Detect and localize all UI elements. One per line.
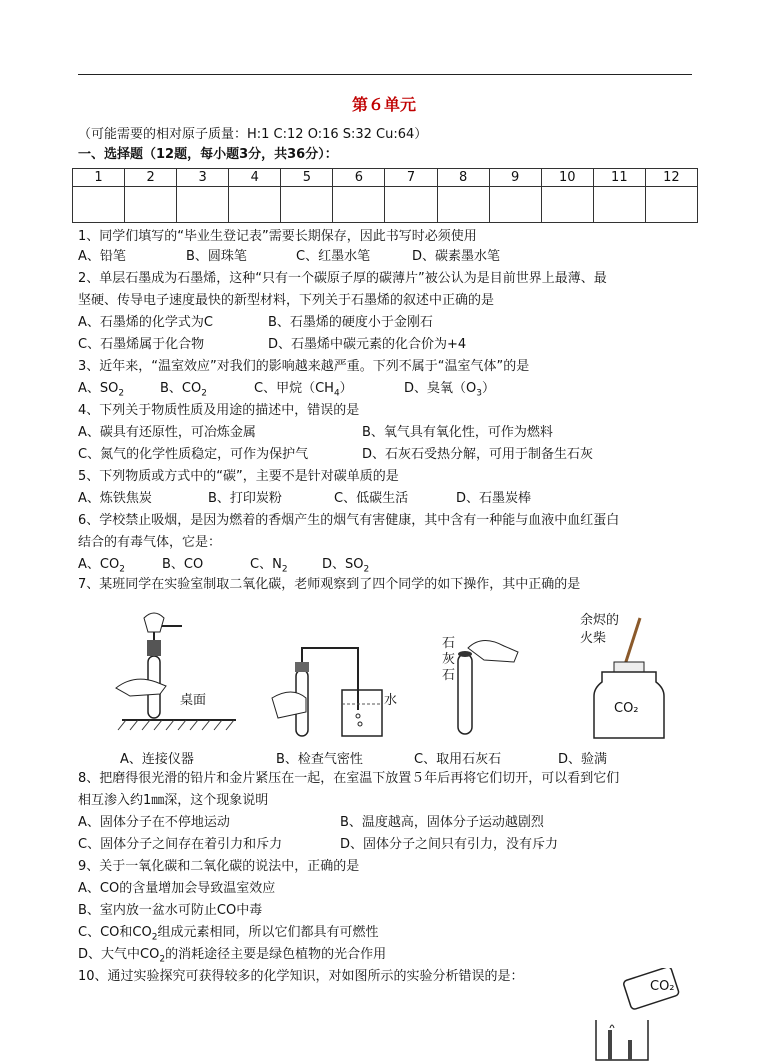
q2-option-c: C、石墨烯属于化合物 [78,337,205,352]
answer-number: 11 [593,169,645,187]
q9-option-d: D、大气中$CO_2$的消耗途径主要是绿色植物的光合作用 [78,947,387,965]
answer-cell[interactable] [125,187,177,223]
answer-number: 1 [73,169,125,187]
q6-option-a: A、$CO_2$ [78,557,125,575]
answer-number: 7 [385,169,437,187]
q3-option-c: C、甲烷$(CH_4)$ [254,381,353,399]
answer-cell[interactable] [333,187,385,223]
q1-option-b: B、圆珠笔 [186,249,247,264]
figure-q10-pouring-co2 [588,968,692,1062]
answer-cell[interactable] [593,187,645,223]
q3-option-d: D、臭氧$(O_3)$ [404,381,495,399]
figure-d-splint-label-1: 余烬的 [580,613,620,628]
figure-a-desk-label: 桌面 [180,693,207,708]
q1-option-d: D、碳素墨水笔 [412,249,501,264]
q4-stem: 4、下列关于物质性质及用途的描述中，错误的是 [78,403,360,418]
answer-cell[interactable] [489,187,541,223]
atomic-mass-note: （可能需要的相对原子质量：H:1 C:12 O:16 S:32 Cu:64） [78,127,428,142]
q8-option-c: C、固体分子之间存在着引力和斥力 [78,837,283,852]
answer-table-header-row [73,169,698,187]
q4-option-d: D、石灰石受热分解，可用于制备生石灰 [362,447,594,462]
q2-option-a: A、石墨烯的化学式为C [78,315,213,330]
q7-option-c: C、取用石灰石 [414,752,502,767]
q7-option-d: D、验满 [558,752,608,767]
q8-stem-line2: 相互渗入约1㎜深，这个现象说明 [78,793,269,808]
answer-table [72,168,698,223]
answer-cell[interactable] [541,187,593,223]
answer-cell[interactable] [73,187,125,223]
figure-b-water-label: 水 [384,693,398,708]
q6-stem-line1: 6、学校禁止吸烟，是因为燃着的香烟产生的烟气有害健康，其中含有一种能与血液中血红蛋白 [78,513,620,528]
q2-option-b: B、石墨烯的硬度小于金刚石 [268,315,433,330]
q4-option-b: B、氧气具有氧化性，可作为燃料 [362,425,553,440]
figure-b-airtightness-check [266,640,386,740]
figure-d-co2-label: CO₂ [614,701,639,716]
answer-cell[interactable] [437,187,489,223]
q9-option-c: C、CO和$CO_2$组成元素相同，所以它们都具有可燃性 [78,925,379,943]
answer-number: 8 [437,169,489,187]
q6-stem-line2: 结合的有毒气体，它是： [78,535,222,550]
answer-number: 6 [333,169,385,187]
q3-option-b: B、$CO_2$ [160,381,207,399]
figure-c-limestone-label: 石灰石 [442,636,456,683]
q8-option-b: B、温度越高，固体分子运动越剧烈 [340,815,544,830]
answer-table-blank-row [73,187,698,223]
answer-number: 9 [489,169,541,187]
q5-option-d: D、石墨炭棒 [456,491,532,506]
q9-stem: 9、关于一氧化碳和二氧化碳的说法中，正确的是 [78,859,360,874]
figure-d-splint-label-2: 火柴 [580,631,607,646]
q6-option-c: C、$N_2$ [250,557,288,575]
figure-a-connect-apparatus [110,604,240,740]
q1-option-a: A、铅笔 [78,249,126,264]
q9-option-b: B、室内放一盆水可防止CO中毒 [78,903,263,918]
q7-stem: 7、某班同学在实验室制取二氧化碳，老师观察到了四个同学的如下操作，其中正确的是 [78,577,581,592]
q1-stem: 1、同学们填写的“毕业生登记表”需要长期保存，因此书写时必须使用 [78,229,477,244]
answer-number: 4 [229,169,281,187]
q5-option-c: C、低碳生活 [334,491,409,506]
q3-stem: 3、近年来，“温室效应”对我们的影响越来越严重。下列不属于“温室气体”的是 [78,359,530,374]
q5-option-b: B、打印炭粉 [208,491,282,506]
figure-d-full-check [590,612,670,742]
answer-number: 12 [645,169,697,187]
answer-cell[interactable] [645,187,697,223]
answer-number: 2 [125,169,177,187]
answer-number: 10 [541,169,593,187]
q4-option-c: C、氮气的化学性质稳定，可作为保护气 [78,447,309,462]
figure-q10-co2-label: CO₂ [650,979,675,994]
q2-stem-line1: 2、单层石墨成为石墨烯，这种“只有一个碳原子厚的碳薄片”被公认为是目前世界上最薄、最 [78,271,607,286]
q6-option-b: B、CO [162,557,204,572]
q8-stem-line1: 8、把磨得很光滑的铅片和金片紧压在一起，在室温下放置５年后再将它们切开，可以看到它们 [78,771,620,786]
q1-option-c: C、红墨水笔 [296,249,371,264]
q8-option-a: A、固体分子在不停地运动 [78,815,230,830]
q3-option-a: A、$SO_2$ [78,381,125,399]
answer-cell[interactable] [281,187,333,223]
answer-cell[interactable] [229,187,281,223]
q7-option-a: A、连接仪器 [120,752,194,767]
q2-stem-line2: 坚硬、传导电子速度最快的新型材料，下列关于石墨烯的叙述中正确的是 [78,293,495,308]
page-title: 第６单元 [351,95,416,114]
q5-option-a: A、炼铁焦炭 [78,491,152,506]
q7-option-b: B、检查气密性 [276,752,363,767]
q4-option-a: A、碳具有还原性，可冶炼金属 [78,425,256,440]
q10-stem: 10、通过实验探究可获得较多的化学知识，对如图所示的实验分析错误的是： [78,969,524,984]
answer-number: 3 [177,169,229,187]
header-rule [78,74,692,75]
q5-stem: 5、下列物质或方式中的“碳”，主要不是针对碳单质的是 [78,469,399,484]
answer-cell[interactable] [385,187,437,223]
q2-option-d: D、石墨烯中碳元素的化合价为+4 [268,337,467,352]
q6-option-d: D、$SO_2$ [322,557,370,575]
answer-number: 5 [281,169,333,187]
q8-option-d: D、固体分子之间只有引力，没有斥力 [340,837,559,852]
section-heading: 一、选择题（12题，每小题3分，共36分）： [78,147,338,162]
answer-cell[interactable] [177,187,229,223]
q9-option-a: A、CO的含量增加会导致温室效应 [78,881,276,896]
